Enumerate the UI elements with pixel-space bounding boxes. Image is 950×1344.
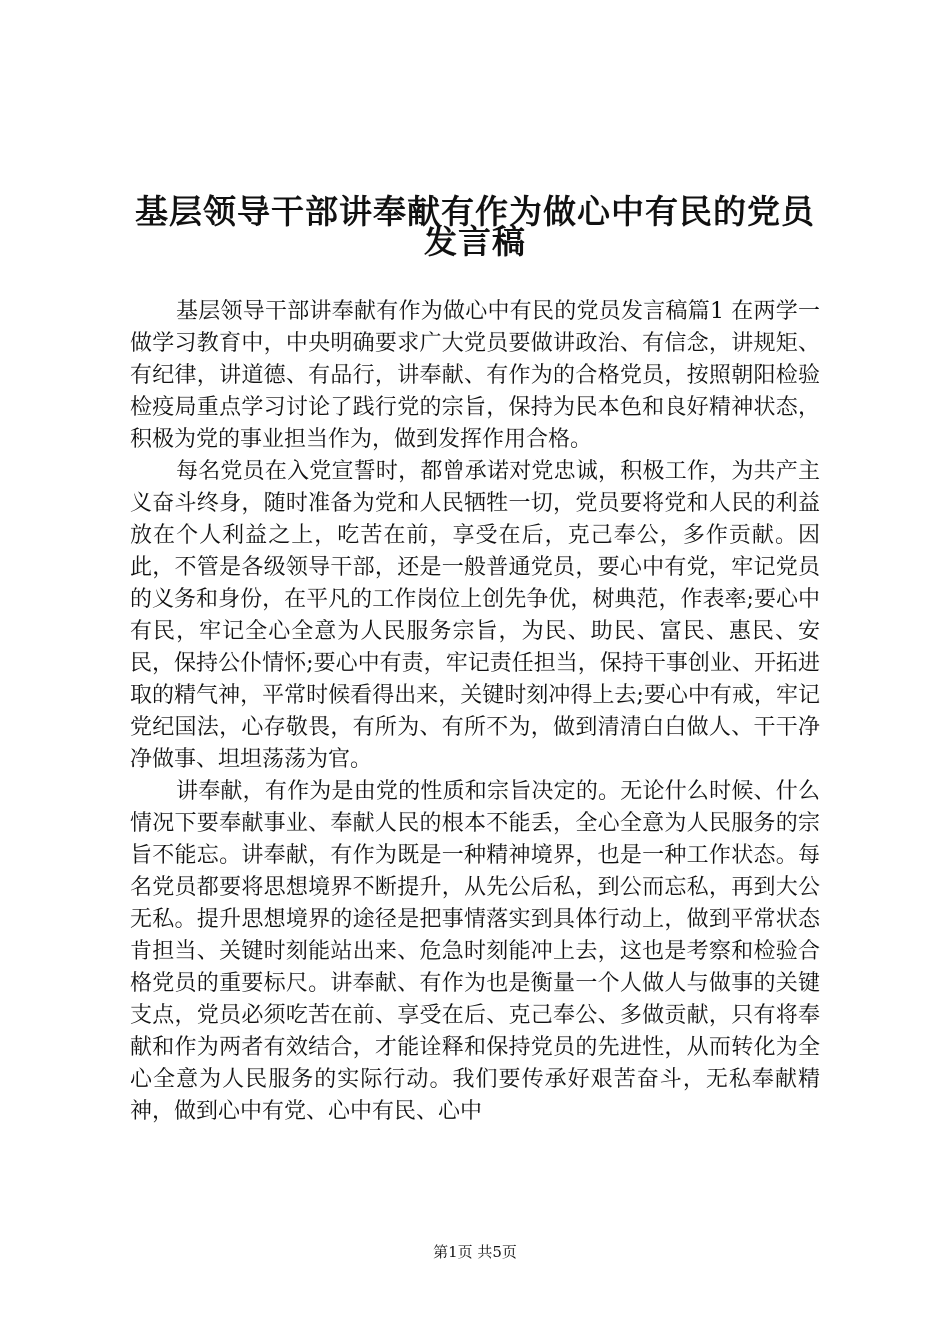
- paragraph-3: 讲奉献，有作为是由党的性质和宗旨决定的。无论什么时候、什么情况下要奉献事业、奉献人民的根本不能丢，全心全意为人民服务的宗旨不能忘。讲奉献，有作为既是一种精神境界，也是一种工作状态。每名党员都要将思想境界不断提升，从先公后私，到公而忘私，再到大公无私。提升思想境界的途径是把事情落实到具体行动上，做到平常状态肯担当、关键时刻能站出来、危急时刻能冲上去，这也是考察和检验合格党员的重要标尺。讲奉献、有作为也是衡量一个人做人与做事的关键支点，党员必须吃苦在前、享受在后、克己奉公、多做贡献，只有将奉献和作为两者有效结合，才能诠释和保持党员的先进性，从而转化为全心全意为人民服务的实际行动。我们要传承好艰苦奋斗，无私奉献精神，做到心中有党、心中有民、心中: [130, 779, 820, 1124]
- page-footer: 第1页 共5页: [433, 1243, 517, 1261]
- document-title-line-1: 基层领导干部讲奉献有作为做心中有民的党员: [135, 192, 815, 231]
- document-body: [130, 296, 820, 1128]
- document-title-line-2: 发言稿: [424, 222, 526, 261]
- paragraph-2: 每名党员在入党宣誓时，都曾承诺对党忠诚，积极工作，为共产主义奋斗终身，随时准备为党和人民牺牲一切，党员要将党和人民的利益放在个人利益之上，吃苦在前，享受在后，克己奉公，多作贡献。因此，不管是各级领导干部，还是一般普通党员，要心中有党，牢记党员的义务和身份，在平凡的工作岗位上创先争优，树典范，作表率;要心中有民，牢记全心全意为人民服务宗旨，为民、助民、富民、惠民、安民，保持公仆情怀;要心中有责，牢记责任担当，保持干事创业、开拓进取的精气神，平常时候看得出来，关键时刻冲得上去;要心中有戒，牢记党纪国法，心存敬畏，有所为、有所不为，做到清清白白做人、干干净净做事、坦坦荡荡为官。: [130, 459, 820, 772]
- paragraph-1: 基层领导干部讲奉献有作为做心中有民的党员发言稿篇1 在两学一做学习教育中，中央明确要求广大党员要做讲政治、有信念，讲规矩、有纪律，讲道德、有品行，讲奉献、有作为的合格党员，按照朝阳检验检疫局重点学习讨论了践行党的宗旨，保持为民本色和良好精神状态，积极为党的事业担当作为，做到发挥作用合格。: [130, 299, 820, 452]
